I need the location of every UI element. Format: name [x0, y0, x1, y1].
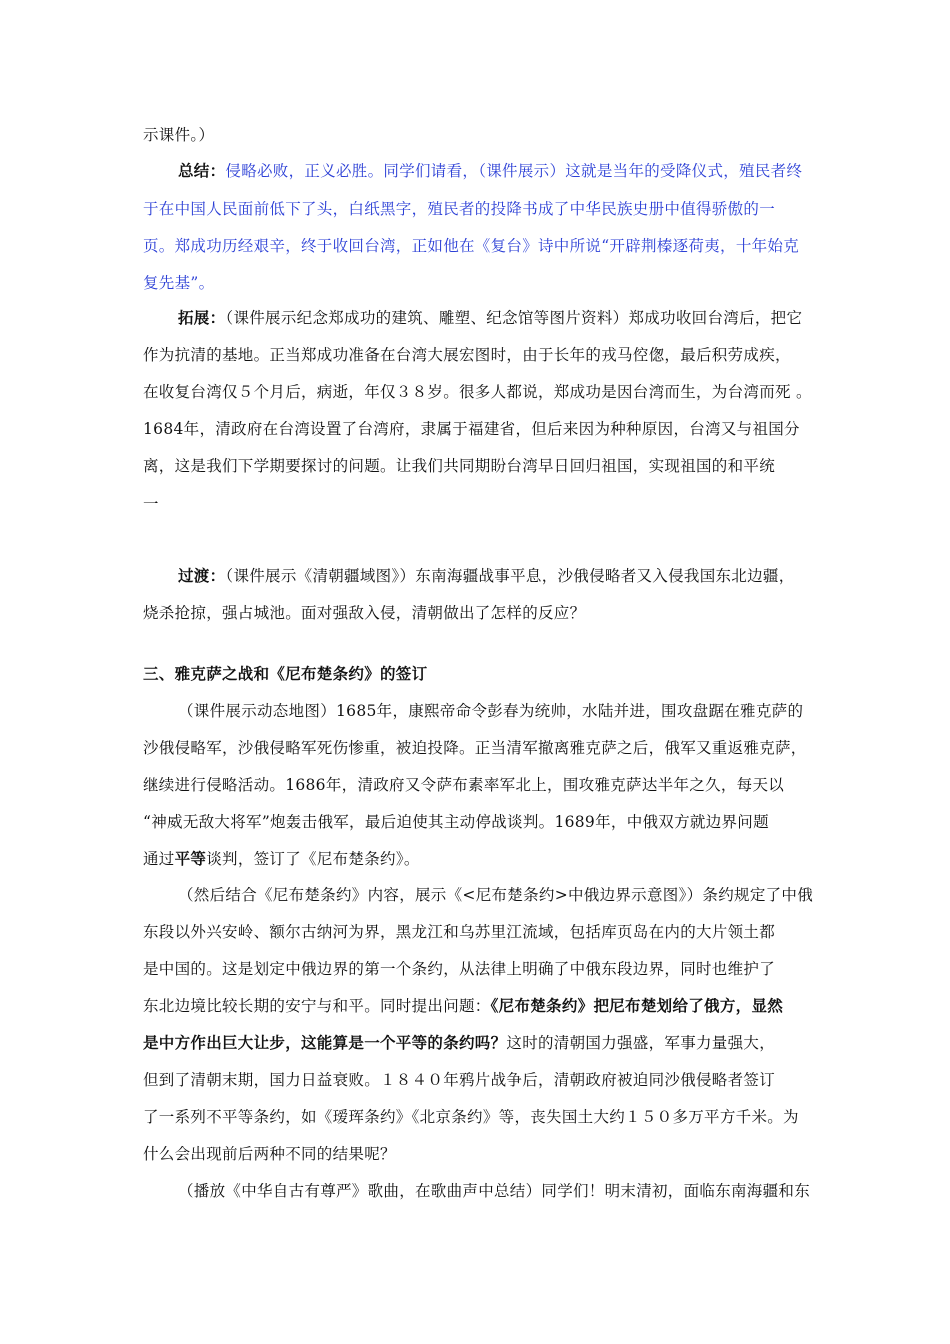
- transition-text: （课件展示《清朝疆域图》）东南海疆战事平息，沙俄侵略者又入侵我国东北边疆，: [225, 567, 795, 585]
- transition-line-1: [178, 566, 795, 586]
- battle-text: 通过: [143, 850, 175, 868]
- summary-text: 复先基”。: [143, 274, 215, 292]
- treaty-text: 这时的清朝国力强盛，军事力量强大，: [506, 1034, 776, 1052]
- heading-text: 三、雅克萨之战和《尼布楚条约》的签订: [143, 664, 428, 683]
- extension-line-2: [143, 345, 791, 365]
- treaty-text: 是中国的。这是划定中俄边界的第一个条约，从法律上明确了中俄东段边界，同时也维护了: [143, 960, 776, 978]
- song-text: （播放《中华自古有尊严》歌曲，在歌曲声中总结）同学们！明末清初，面临东南海疆和东: [178, 1182, 811, 1200]
- emphasis-text: 平等: [174, 849, 207, 868]
- summary-line-3: [143, 236, 799, 256]
- treaty-line-5: [143, 1033, 775, 1053]
- extension-text: （课件展示纪念郑成功的建筑、雕塑、纪念馆等图片资料）郑成功收回台湾后，把它: [225, 309, 803, 327]
- battle-line-1: [178, 701, 803, 721]
- text-span: 示课件。）: [143, 126, 215, 144]
- summary-line-1: [178, 161, 802, 181]
- treaty-text: 了一系列不平等条约，如《瑷珲条约》《北京条约》等，丧失国土大约１５０多万平方千米。为: [143, 1108, 799, 1126]
- treaty-text: 东北边境比较长期的安宁与和平。同时提出问题：: [143, 997, 491, 1015]
- treaty-line-3: [143, 959, 775, 979]
- treaty-text: （然后结合《尼布楚条约》内容，展示《<尼布楚条约>中俄边界示意图》）条约规定了中俄: [178, 886, 814, 904]
- battle-line-3: [143, 775, 784, 795]
- question-text: 是中方作出巨大让步，这能算是一个平等的条约吗？: [143, 1033, 507, 1052]
- extension-text: 一: [143, 495, 159, 513]
- battle-text: 谈判，签订了《尼布楚条约》。: [206, 850, 420, 868]
- question-text: 《尼布楚条约》把尼布楚划给了俄方，显然: [490, 996, 784, 1015]
- transition-line-2: [143, 603, 585, 623]
- summary-line-2: [143, 199, 775, 219]
- treaty-line-4: [143, 996, 783, 1016]
- summary-text: 侵略必败，正义必胜。同学们请看，（课件展示）这就是当年的受降仪式，殖民者终: [225, 162, 803, 180]
- battle-text: 继续进行侵略活动。1686年，清政府又令萨布素率军北上，围攻雅克萨达半年之久，每天以: [143, 776, 785, 794]
- extension-text: 离，这是我们下学期要探讨的问题。让我们共同期盼台湾早日回归祖国，实现祖国的和平统: [143, 457, 776, 475]
- treaty-line-2: [143, 922, 775, 942]
- text-line: [143, 125, 214, 145]
- summary-text: 页。郑成功历经艰辛，终于收回台湾，正如他在《复台》诗中所说“开辟荆榛逐荷夷，十年始克: [143, 237, 800, 255]
- extension-text: 作为抗清的基地。正当郑成功准备在台湾大展宏图时，由于长年的戎马倥偬，最后积劳成疾，: [143, 346, 791, 364]
- treaty-text: 什么会出现前后两种不同的结果呢？: [143, 1145, 396, 1163]
- extension-text: 1684年，清政府在台湾设置了台湾府，隶属于福建省，但后来因为种种原因，台湾又与祖国分: [143, 420, 800, 438]
- treaty-line-8: [143, 1144, 396, 1164]
- battle-line-4: [143, 812, 769, 832]
- summary-text: 于在中国人民面前低下了头，白纸黑字，殖民者的投降书成了中华民族史册中值得骄傲的一: [143, 200, 776, 218]
- battle-text: “神威无敌大将军”炮轰击俄军，最后迫使其主动停战谈判。1689年，中俄双方就边界问题: [143, 813, 769, 831]
- extension-line-1: [178, 308, 802, 328]
- section-heading: [143, 664, 427, 684]
- treaty-line-7: [143, 1107, 799, 1127]
- extension-label: 拓展：: [178, 308, 226, 327]
- battle-line-2: [143, 738, 807, 758]
- treaty-text: 但到了清朝末期，国力日益衰败。１８４０年鸦片战争后，清朝政府被迫同沙俄侵略者签订: [143, 1071, 776, 1089]
- extension-line-5: [143, 456, 775, 476]
- transition-text: 烧杀抢掠，强占城池。面对强敌入侵，清朝做出了怎样的反应？: [143, 604, 586, 622]
- transition-label: 过渡：: [178, 566, 226, 585]
- extension-line-6: [143, 494, 159, 514]
- extension-line-4: [143, 419, 800, 439]
- treaty-line-6: [143, 1070, 775, 1090]
- battle-text: 沙俄侵略军，沙俄侵略军死伤惨重，被迫投降。正当清军撤离雅克萨之后，俄军又重返雅克萨，: [143, 739, 807, 757]
- extension-line-3: [143, 382, 812, 402]
- battle-text: （课件展示动态地图）1685年，康熙帝命令彭春为统帅，水陆并进，围攻盘踞在雅克萨的: [178, 702, 804, 720]
- treaty-line-1: [178, 885, 813, 905]
- song-line-1: [178, 1181, 810, 1201]
- summary-line-4: [143, 273, 214, 293]
- battle-line-5: [143, 849, 420, 869]
- summary-label: 总结：: [178, 161, 226, 180]
- treaty-text: 东段以外兴安岭、额尔古纳河为界，黑龙江和乌苏里江流域，包括库页岛在内的大片领土都: [143, 923, 776, 941]
- extension-text: 在收复台湾仅５个月后，病逝，年仅３８岁。很多人都说，郑成功是因台湾而生，为台湾而死 。: [143, 383, 812, 401]
